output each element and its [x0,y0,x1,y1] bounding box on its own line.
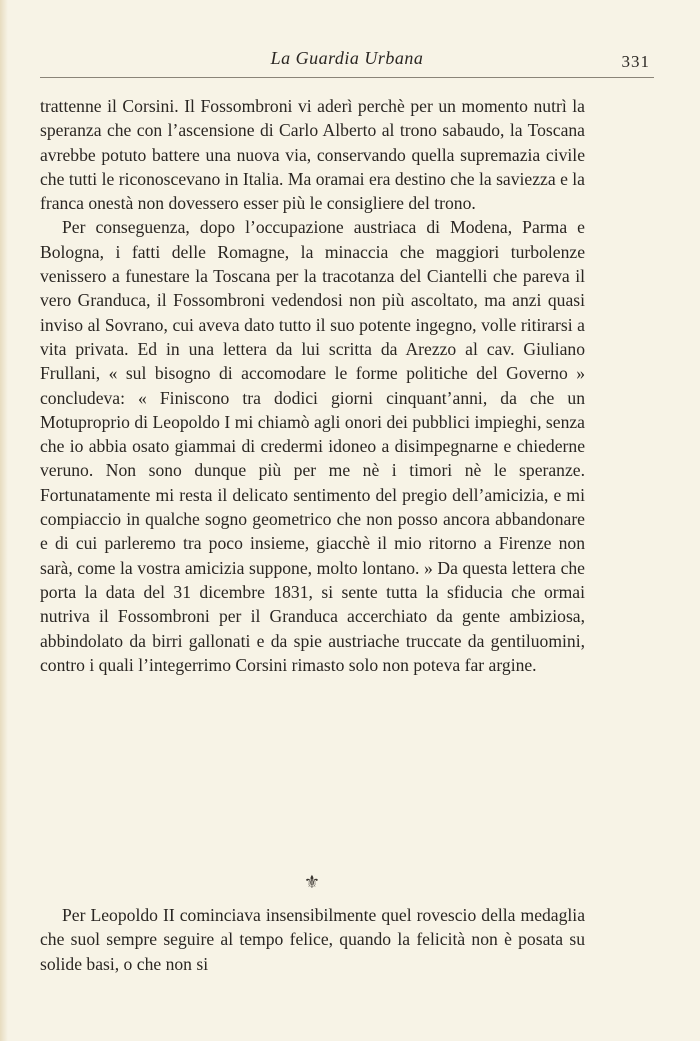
page-edge [0,0,8,1041]
page-header [40,46,654,76]
body-text [40,94,585,677]
page-number: 331 [621,52,650,71]
paragraph-continued: trattenne il Corsini. Il Fossombroni vi aderì perchè per un momento nutrì la speranza che con l’ascensione di Carlo Alberto al trono sabaudo, la Toscana avrebbe potuto battere una nuova via, conservando quella supremazia civile che tutti le riconoscevano in Italia. Ma oramai era destino che la saviezza e la franca onestà non dovessero esser più le consigliere del trono. [40,96,585,214]
fleur-de-lis-icon: ⚜ [303,872,321,892]
body-text-section-2 [40,903,585,976]
paragraph: Per conseguenza, dopo l’occupazione austriaca di Modena, Parma e Bologna, i fatti delle Romagne, la minaccia che maggiori turbolenze venissero a funestare la Toscana per la tracotanza del Ciantelli che pareva il vero Granduca, il Fossombroni vedendosi non più ascoltato, ma anzi quasi inviso al Sovrano, cui aveva dato tutto il suo potente ingegno, volle ritirarsi a vita privata. Ed in una lettera da lui scritta da Arezzo al cav. Giuliano Frullani, « sul bisogno di accomodare le forme politiche del Governo » concludeva: « Finiscono tra dodici giorni cinquant’anni, da che un Motuproprio di Leopoldo I mi chiamò agli onori dei pubblici impieghi, senza che io abbia osato giammai di credermi idoneo a disimpegnarne e chiederne veruno. Non sono dunque più per me nè i timori nè le speranze. Fortunatamente mi resta il delicato sentimento del pregio dell’amicizia, e mi compiaccio in qualche sogno geometrico che non posso ancora abbandonare e di cui parleremo tra poco insieme, giacchè il mio ritorno a Firenze non sarà, come la vostra amicizia suppone, molto lontano. » Da questa lettera che porta la data del 31 dicembre 1831, si sente tutta la sfiducia che ormai nutriva il Fossombroni per il Granduca accerchiato da gente ambiziosa, abbindolato da birri gallonati e da spie austriache truccate da gentiluomini, contro i quali l’integerrimo Corsini rimasto solo non poteva far argine. [40,217,585,675]
running-title: La Guardia Urbana [270,48,424,68]
paragraph: Per Leopoldo II cominciava insensibilmente quel rovescio della medaglia che suol sempre seguire al tempo felice, quando la felicità non è posata su solide basi, o che non si [40,905,585,974]
header-rule [40,77,654,78]
